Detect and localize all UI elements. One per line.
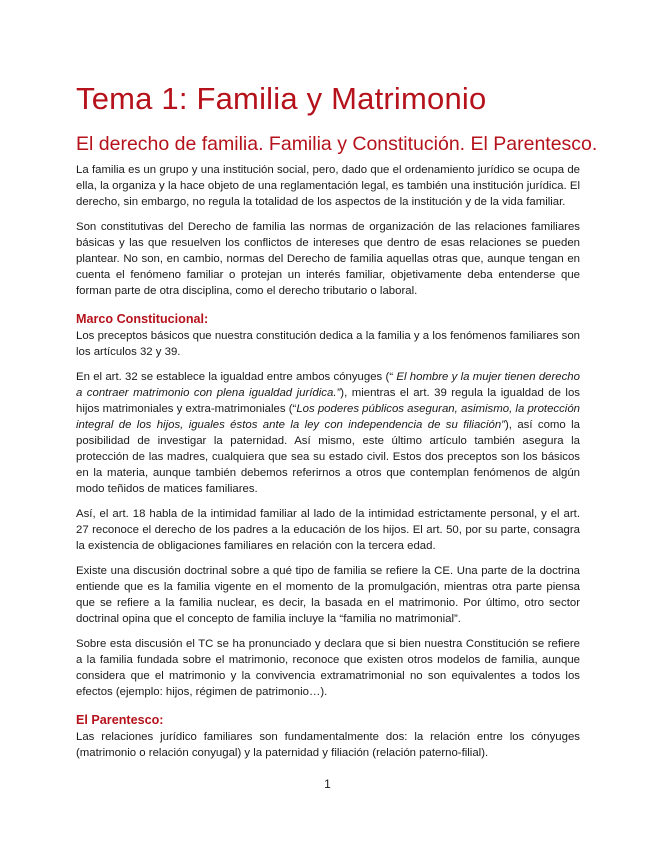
intro-paragraph-1: La familia es un grupo y una institución social, pero, dado que el ordenamiento jurídico se ocupa de ella, la organiza y la hace objeto de una reglamentación legal, es también una institución jurídica. El derecho, sin embargo, no regula la totalidad de los aspectos de la institución y de la vida familiar. — [76, 164, 580, 208]
article-39-quote: Los poderes públicos aseguran, asimismo, la protección integral de los hijos, iguales éstos ante la ley con independencia de su filiación” — [76, 403, 581, 431]
intro-paragraph-2: Son constitutivas del Derecho de familia las normas de organización de las relaciones familiares básicas y las que resuelven los conflictos de intereses que dentro de esas relaciones se pueden plantear. No son, en cambio, normas del Derecho de familia aquellas otras que, aunque tengan en cuenta el fenómeno familiar o protejan un interés familiar, objetivamente deba entenderse que forman parte de otra disciplina, como el derecho tributario o laboral. — [76, 221, 580, 297]
page-number: 1 — [324, 777, 331, 791]
section-subtitle: El derecho de familia. Familia y Constitución. El Parentesco. — [76, 133, 598, 155]
marco-paragraph-3: Así, el art. 18 habla de la intimidad familiar al lado de la intimidad estrictamente personal, y el art. 27 reconoce el derecho de los padres a la educación de los hijos. El art. 50, por su parte, consagra la existencia de obligaciones familiares en relación con la tercera edad. — [76, 508, 580, 552]
marco-paragraph-2-text-a: En el art. 32 se establece la igualdad entre ambos cónyuges (“ — [76, 371, 394, 383]
marco-paragraph-4: Existe una discusión doctrinal sobre a qué tipo de familia se refiere la CE. Una parte de la doctrina entiende que es la familia vigente en el momento de la promulgación, mientras otra parte piensa que se refiere a la familia nuclear, es decir, la basada en el matrimonio. Por último, otro sector doctrinal opina que el concepto de familia incluye la “familia no matrimonial”. — [76, 565, 580, 625]
parentesco-heading: El Parentesco: — [76, 713, 164, 727]
page-title: Tema 1: Familia y Matrimonio — [76, 81, 487, 116]
marco-paragraph-5: Sobre esta discusión el TC se ha pronunciado y declara que si bien nuestra Constitución se refiere a la familia fundada sobre el matrimonio, reconoce que existen otros modelos de familia, aunque considera que el matrimonio y la convivencia extramatrimonial no son equivalentes a todos los efectos (ejemplo: hijos, régimen de patrimonio…). — [76, 638, 580, 698]
marco-paragraph-2-text-c: ), así como la posibilidad de investigar la paternidad. Así mismo, este último artículo también asegura la protección de las madres, cualquiera que sea su estado civil. Estos dos preceptos son los básicos en la materia, aunque también debemos referirnos a otros que contemplan fenómenos de algún modo teñidos de matices familiares. — [76, 419, 580, 495]
article-32-quote: El hombre y la mujer tienen derecho a contraer matrimonio con plena igualdad jurídica.” — [76, 371, 580, 399]
marco-paragraph-1: Los preceptos básicos que nuestra constitución dedica a la familia y a los fenómenos familiares son los artículos 32 y 39. — [76, 330, 580, 358]
marco-paragraph-2-text-b: ), mientras el art. 39 regula la igualdad de los hijos matrimoniales y extra-matrimoniales (“ — [76, 387, 580, 415]
parentesco-paragraph-1: Las relaciones jurídico familiares son fundamentalmente dos: la relación entre los cónyuges (matrimonio o relación conyugal) y la paternidad y filiación (relación paterno-filial). — [76, 731, 580, 759]
page-content — [76, 80, 598, 770]
marco-paragraph-2 — [76, 369, 580, 497]
marco-constitucional-heading: Marco Constitucional: — [76, 312, 209, 326]
